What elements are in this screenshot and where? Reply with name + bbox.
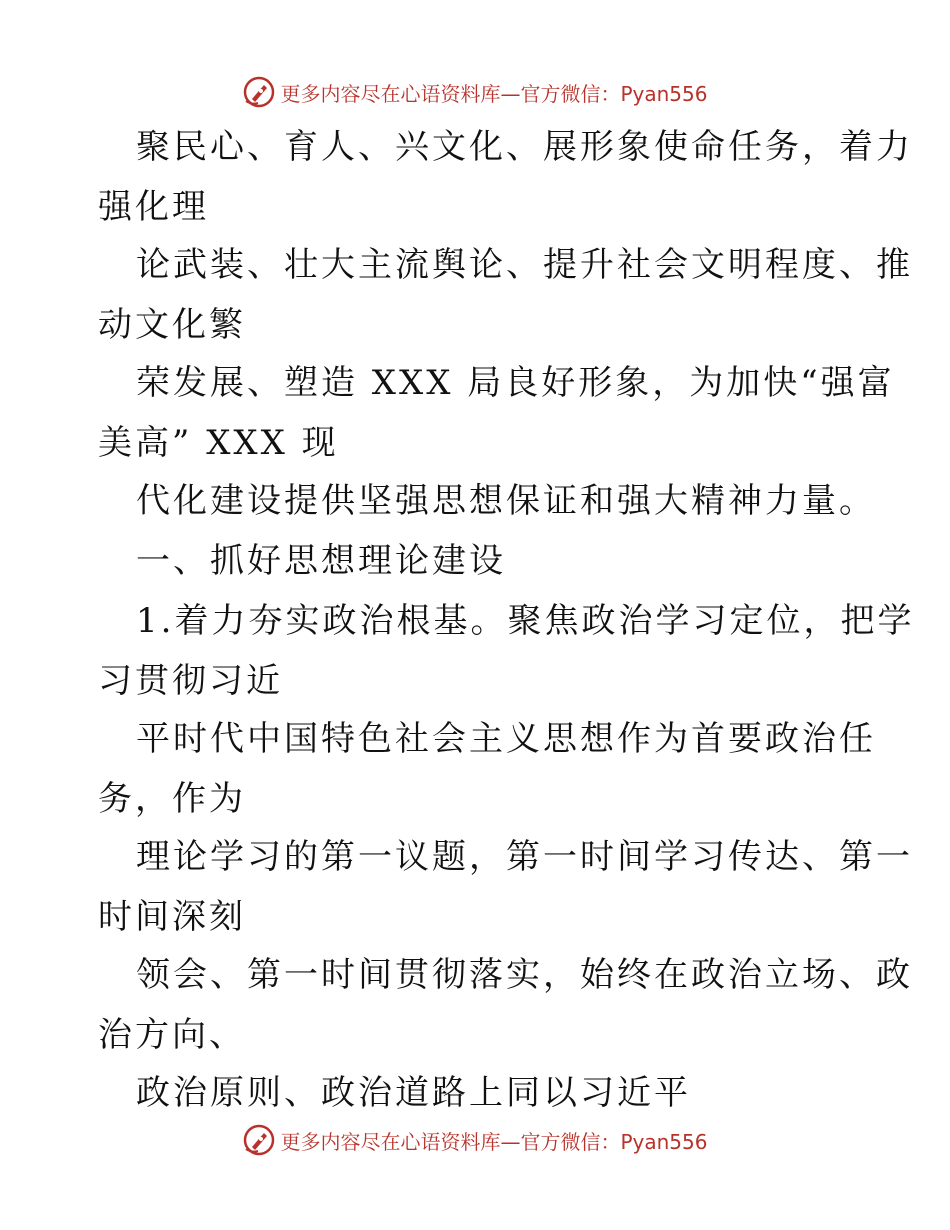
body-line: 理论学习的第一议题，第一时间学习传达、第一 bbox=[136, 837, 913, 877]
body-line: 务，作为 bbox=[98, 779, 246, 819]
body-line: 动文化繁 bbox=[98, 305, 246, 345]
body-line: 代化建设提供坚强思想保证和强大精神力量。 bbox=[136, 481, 876, 521]
watermark-contact-text: 官方微信：Pyan556 bbox=[520, 1129, 708, 1154]
body-line: 强化理 bbox=[98, 187, 209, 227]
header-watermark bbox=[0, 72, 950, 112]
body-line: 荣发展、塑造 XXX 局良好形象，为加快“强富 bbox=[136, 363, 895, 403]
watermark-dash: — bbox=[500, 1129, 521, 1154]
watermark-text bbox=[280, 78, 707, 107]
watermark-dash: — bbox=[500, 81, 521, 106]
pen-nib-logo-icon bbox=[242, 1123, 276, 1157]
body-line: 论武装、壮大主流舆论、提升社会文明程度、推 bbox=[136, 245, 913, 285]
document-body bbox=[98, 124, 915, 1130]
body-line: 时间深刻 bbox=[98, 897, 246, 937]
footer-watermark bbox=[0, 1120, 950, 1160]
body-line: 习贯彻习近 bbox=[98, 661, 283, 701]
body-line: 1.着力夯实政治根基。聚焦政治学习定位，把学 bbox=[136, 601, 915, 641]
body-line: 美高” XXX 现 bbox=[98, 423, 339, 463]
body-line: 政治原则、政治道路上同以习近平 bbox=[136, 1073, 691, 1113]
watermark-text bbox=[280, 1126, 707, 1155]
watermark-contact-text: 官方微信：Pyan556 bbox=[520, 81, 708, 106]
body-line: 治方向、 bbox=[98, 1015, 246, 1055]
watermark-main-text: 更多内容尽在心语资料库 bbox=[280, 81, 501, 106]
body-line: 平时代中国特色社会主义思想作为首要政治任 bbox=[136, 719, 876, 759]
section-heading: 一、抓好思想理论建设 bbox=[136, 541, 506, 581]
body-line: 领会、第一时间贯彻落实，始终在政治立场、政 bbox=[136, 955, 913, 995]
watermark-main-text: 更多内容尽在心语资料库 bbox=[280, 1129, 501, 1154]
body-line: 聚民心、育人、兴文化、展形象使命任务，着力 bbox=[136, 127, 913, 167]
pen-nib-logo-icon bbox=[242, 75, 276, 109]
